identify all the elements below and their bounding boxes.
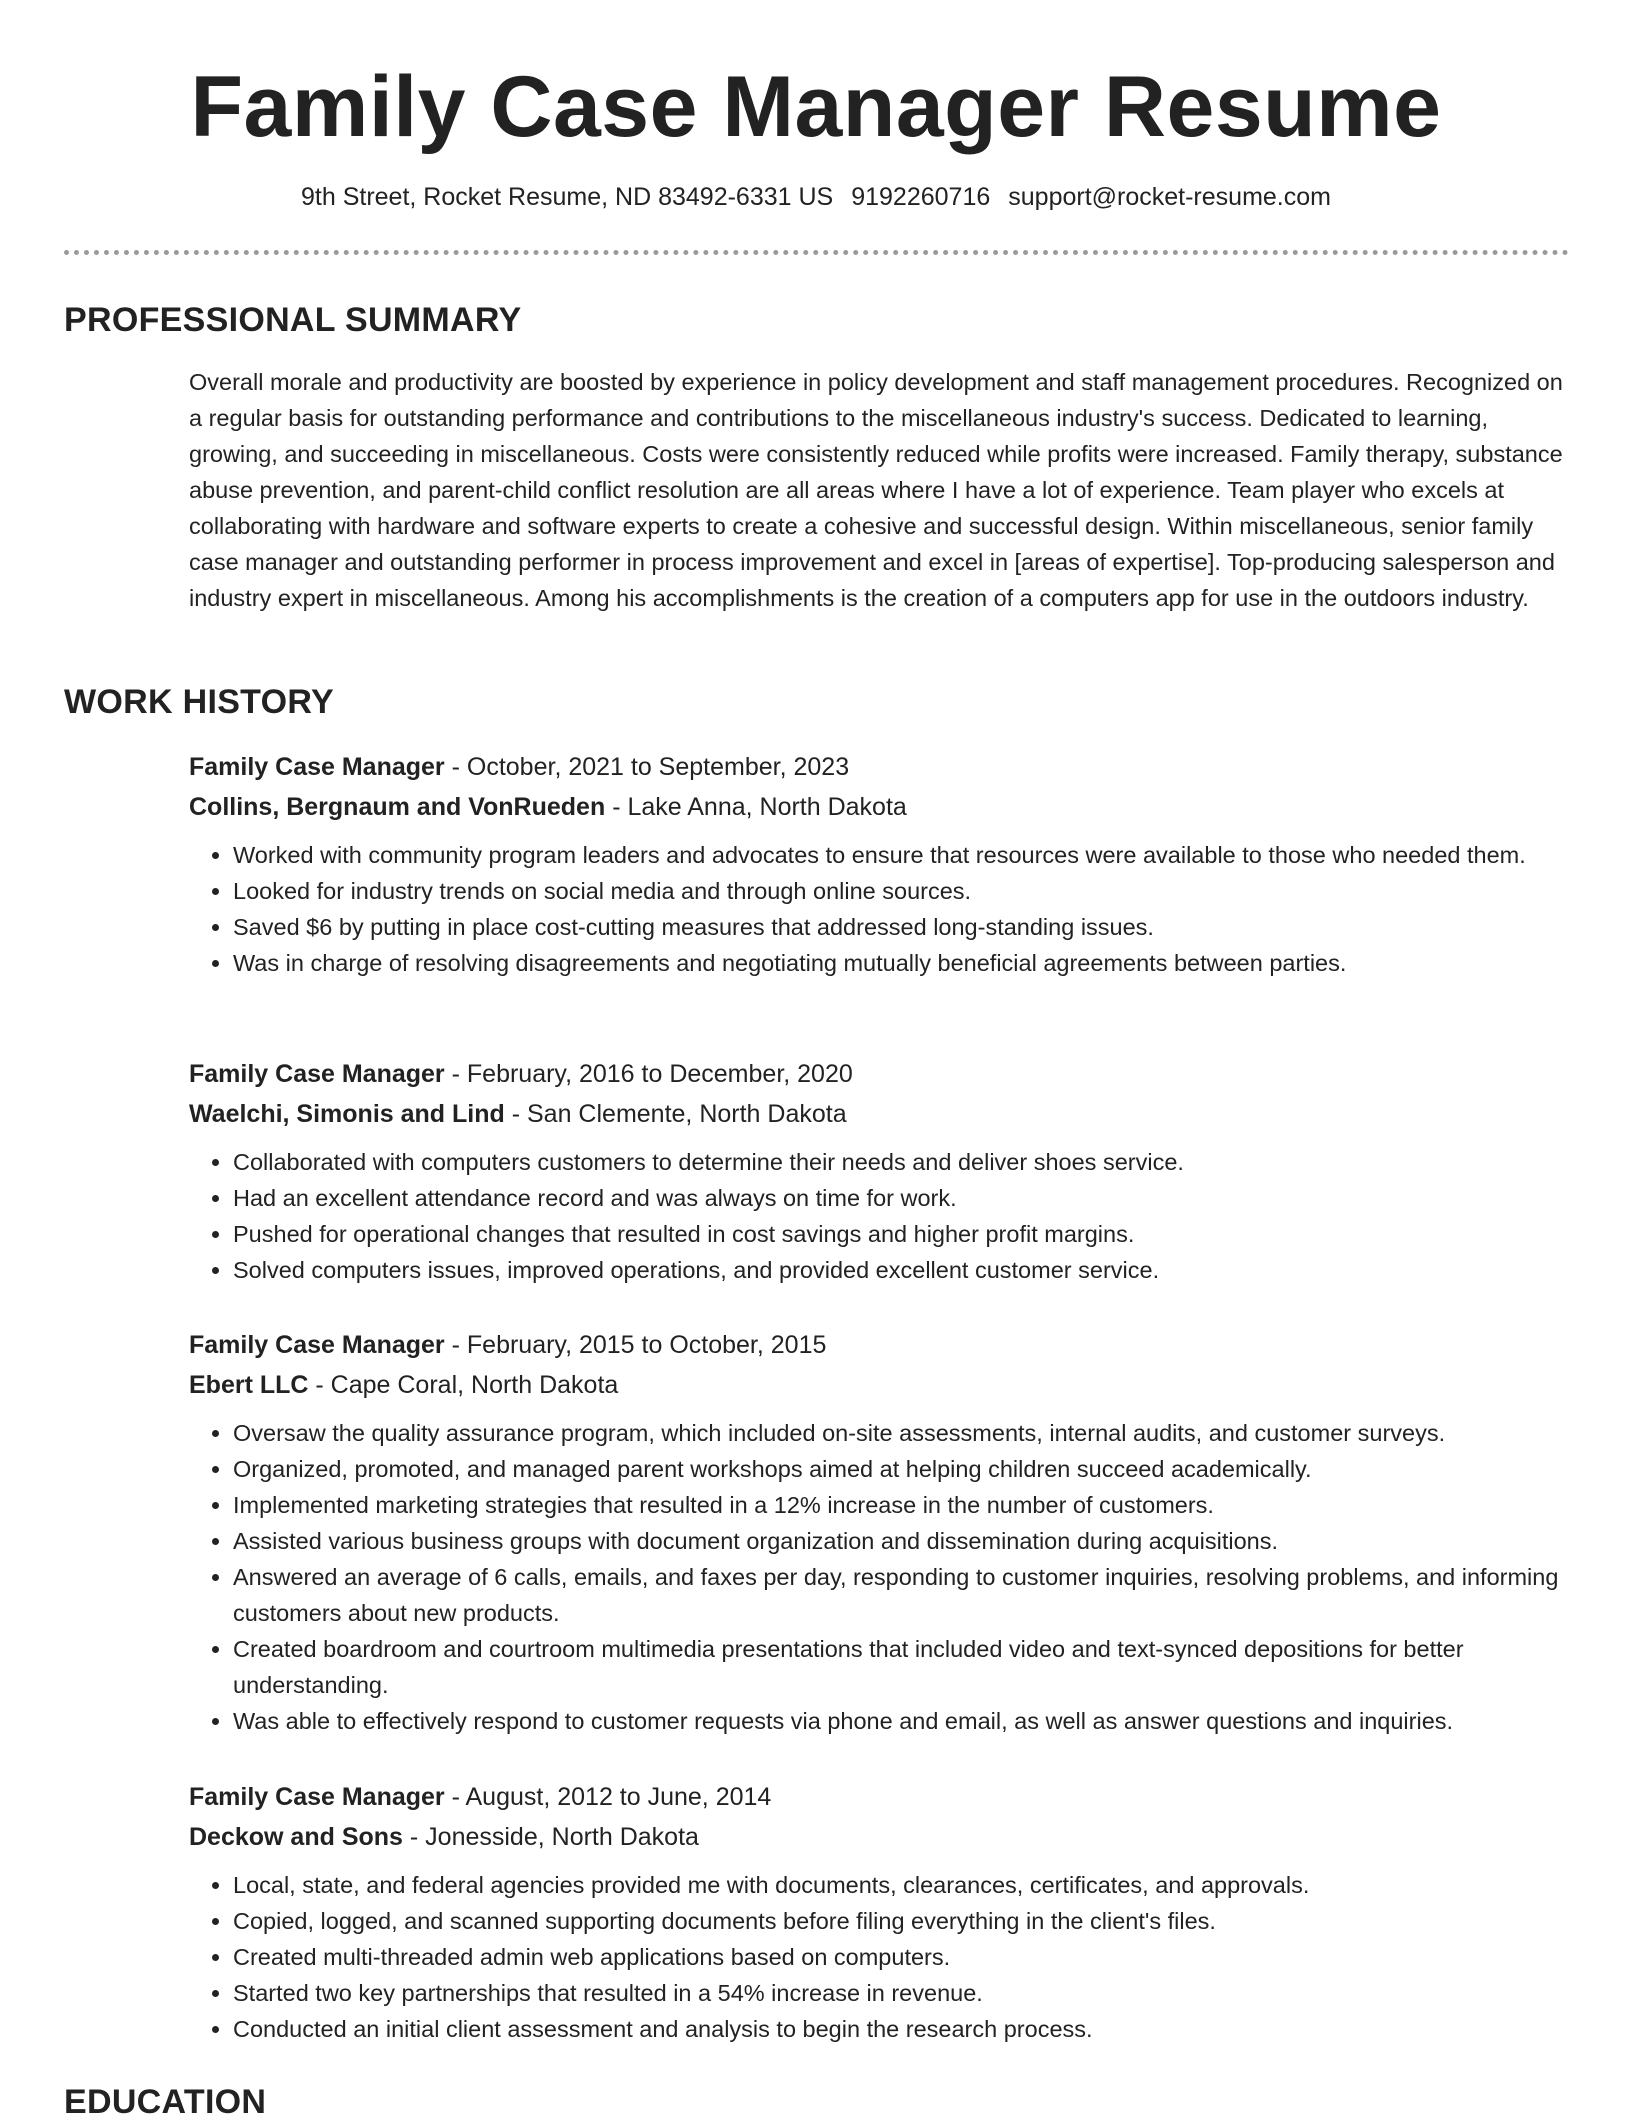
contact-phone: 9192260716 xyxy=(851,183,991,211)
job-bullets xyxy=(189,1415,1569,1739)
job-entry xyxy=(189,1777,1569,2047)
job-bullet: • Saved $6 by putting in place cost-cutting measures that addressed long-standing issues. xyxy=(233,909,1569,945)
job-bullet: • Solved computers issues, improved operations, and provided excellent customer service. xyxy=(233,1252,1569,1288)
resume-title: Family Case Manager Resume xyxy=(190,59,1442,155)
job-entry xyxy=(189,1054,1569,1288)
contact-email: support@rocket-resume.com xyxy=(1008,183,1331,211)
job-bullet: • Created multi-threaded admin web applications based on computers. xyxy=(233,1939,1569,1975)
job-bullets xyxy=(189,837,1569,981)
job-bullets xyxy=(189,1867,1569,2047)
job-dates: - February, 2015 to October, 2015 xyxy=(444,1331,827,1359)
job-bullet: • Started two key partnerships that resulted in a 54% increase in revenue. xyxy=(233,1975,1569,2011)
job-bullet: • Had an excellent attendance record and was always on time for work. xyxy=(233,1180,1569,1216)
professional-summary-text: Overall morale and productivity are boosted by experience in policy development and staff management procedures. Recognized on a regular basis for outstanding performance and contributions to the miscellaneous industry's success. Dedicated to learning, growing, and succeeding in miscellaneous. Costs were consistently reduced while profits were increased. Family therapy, substance abuse prevention, and parent-child conflict resolution are all areas where I have a lot of experience. Team player who excels at collaborating with hardware and software experts to create a cohesive and successful design. Within miscellaneous, senior family case manager and outstanding performer in process improvement and excel in [areas of expertise]. Top-producing salesperson and industry expert in miscellaneous. Among his accomplishments is the creation of a computers app for use in the outdoors industry. xyxy=(189,369,1563,611)
job-company-line xyxy=(189,1094,1569,1134)
job-bullet: • Looked for industry trends on social media and through online sources. xyxy=(233,873,1569,909)
header-divider xyxy=(64,250,1569,255)
job-company: Deckow and Sons xyxy=(189,1823,403,1851)
job-dates: - October, 2021 to September, 2023 xyxy=(444,753,850,781)
work-history-heading: WORK HISTORY xyxy=(64,683,334,721)
job-bullet: • Organized, promoted, and managed parent workshops aimed at helping children succeed academically. xyxy=(233,1451,1569,1487)
job-bullet: • Was in charge of resolving disagreements and negotiating mutually beneficial agreements between parties. xyxy=(233,945,1569,981)
contact-line xyxy=(0,179,1632,215)
job-bullet: • Copied, logged, and scanned supporting documents before filing everything in the client's files. xyxy=(233,1903,1569,1939)
job-title: Family Case Manager xyxy=(189,1331,445,1359)
job-title-line xyxy=(189,747,1569,787)
job-bullet: • Answered an average of 6 calls, emails, and faxes per day, responding to customer inquiries, resolving problems, and informing customers about new products. xyxy=(233,1559,1569,1631)
job-title-line xyxy=(189,1054,1569,1094)
job-title: Family Case Manager xyxy=(189,753,445,781)
job-company: Ebert LLC xyxy=(189,1371,309,1399)
job-company-line xyxy=(189,787,1569,827)
job-title-line xyxy=(189,1325,1569,1365)
education-heading: EDUCATION xyxy=(64,2083,267,2121)
job-title: Family Case Manager xyxy=(189,1783,445,1811)
job-dates: - August, 2012 to June, 2014 xyxy=(444,1783,772,1811)
job-bullet: • Pushed for operational changes that resulted in cost savings and higher profit margins. xyxy=(233,1216,1569,1252)
job-bullet: • Conducted an initial client assessment and analysis to begin the research process. xyxy=(233,2011,1569,2047)
job-bullets xyxy=(189,1144,1569,1288)
job-title-line xyxy=(189,1777,1569,1817)
job-bullet: • Worked with community program leaders and advocates to ensure that resources were available to those who needed them. xyxy=(233,837,1569,873)
job-bullet: • Collaborated with computers customers to determine their needs and deliver shoes service. xyxy=(233,1144,1569,1180)
job-bullet: • Oversaw the quality assurance program, which included on-site assessments, internal audits, and customer surveys. xyxy=(233,1415,1569,1451)
job-dates: - February, 2016 to December, 2020 xyxy=(444,1060,853,1088)
job-location: - Lake Anna, North Dakota xyxy=(605,793,907,821)
job-company-line xyxy=(189,1365,1569,1405)
job-location: - San Clemente, North Dakota xyxy=(504,1100,847,1128)
job-bullet: • Local, state, and federal agencies provided me with documents, clearances, certificates, and approvals. xyxy=(233,1867,1569,1903)
job-bullet: • Created boardroom and courtroom multimedia presentations that included video and text-synced depositions for better understanding. xyxy=(233,1631,1569,1703)
job-entry xyxy=(189,1325,1569,1739)
job-company-line xyxy=(189,1817,1569,1857)
job-entry xyxy=(189,747,1569,981)
job-bullet: • Implemented marketing strategies that resulted in a 12% increase in the number of customers. xyxy=(233,1487,1569,1523)
job-company: Collins, Bergnaum and VonRueden xyxy=(189,793,606,821)
professional-summary-heading: PROFESSIONAL SUMMARY xyxy=(64,301,522,339)
contact-address: 9th Street, Rocket Resume, ND 83492-6331 US xyxy=(301,183,834,211)
job-location: - Jonesside, North Dakota xyxy=(402,1823,699,1851)
job-bullet: • Was able to effectively respond to customer requests via phone and email, as well as answer questions and inquiries. xyxy=(233,1703,1569,1739)
job-title: Family Case Manager xyxy=(189,1060,445,1088)
job-company: Waelchi, Simonis and Lind xyxy=(189,1100,505,1128)
job-location: - Cape Coral, North Dakota xyxy=(308,1371,619,1399)
job-bullet: • Assisted various business groups with document organization and dissemination during acquisitions. xyxy=(233,1523,1569,1559)
